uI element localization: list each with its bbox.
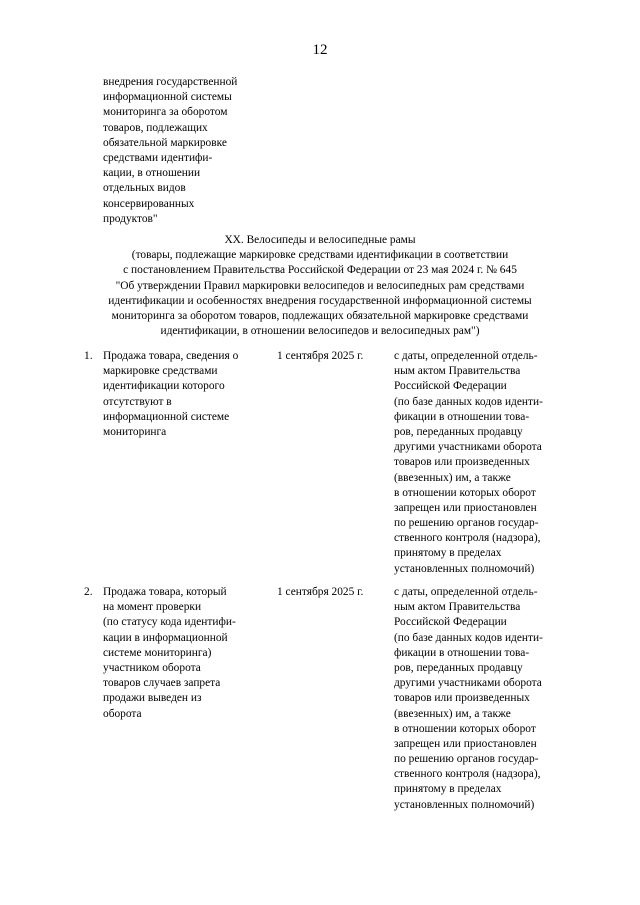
text-line: установленных полномочий) — [394, 798, 535, 811]
section-subtitle-line: (товары, подлежащие маркировке средствами идентификации в соответствии — [131, 249, 509, 262]
row-description — [103, 585, 236, 722]
text-line: внедрения государственной — [103, 76, 238, 88]
text-line: ров, переданных продавцу — [394, 425, 523, 438]
text-line: запрещен или приостановлен — [394, 737, 537, 750]
text-line: ров, переданных продавцу — [394, 661, 523, 674]
text-line: установленных полномочий) — [394, 562, 535, 575]
text-line: с даты, определенной отдель- — [394, 586, 538, 598]
text-line: в отношении которых оборот — [394, 722, 536, 735]
text-line: участником оборота — [103, 661, 201, 674]
row-number: 2. — [84, 586, 93, 598]
text-line: (ввезенных) им, а также — [394, 707, 511, 720]
text-line: маркировке средствами — [103, 365, 218, 378]
text-line: Российской Федерации — [394, 616, 507, 629]
text-line: (по базе данных кодов иденти- — [394, 631, 543, 644]
text-line: товаров или произведенных — [394, 456, 530, 469]
text-line: идентификации которого — [103, 380, 225, 393]
page-number: 12 — [312, 42, 328, 58]
text-line: оборота — [103, 707, 142, 720]
text-line: ным актом Правительства — [394, 601, 521, 614]
text-line: продуктов" — [103, 212, 158, 225]
continuation-text — [103, 75, 237, 227]
text-line: ственного контроля (надзора), — [394, 532, 541, 545]
text-line: Продажа товара, сведения о — [103, 350, 239, 362]
row-date: 1 сентября 2025 г. — [277, 586, 364, 598]
text-line: фикации в отношении това- — [394, 646, 530, 659]
text-line: информационной системе — [103, 410, 230, 423]
text-line: Российской Федерации — [394, 380, 507, 393]
text-line: системе мониторинга) — [103, 646, 212, 659]
section-subtitle-line: "Об утверждении Правил маркировки велосипедов и велосипедных рам средствами — [115, 279, 525, 292]
text-line: на момент проверки — [103, 601, 202, 614]
text-line: товаров или произведенных — [394, 692, 530, 705]
row-number: 1. — [84, 350, 93, 362]
text-line: отдельных видов — [103, 182, 186, 195]
text-line: ственного контроля (надзора), — [394, 768, 541, 781]
section-title: XX. Велосипеды и велосипедные рамы — [224, 234, 416, 246]
row-condition — [394, 349, 543, 577]
text-line: принятому в пределах — [394, 783, 502, 796]
text-line: информационной системы — [103, 91, 232, 104]
section-subtitle-line: с постановлением Правительства Российской Федерации от 23 мая 2024 г. № 645 — [123, 264, 517, 277]
text-line: средствами идентифи- — [103, 151, 213, 164]
text-line: (ввезенных) им, а также — [394, 471, 511, 484]
section-subtitle-line: мониторинга за оборотом товаров, подлежащих обязательной маркировке средствами — [111, 309, 529, 322]
row-description — [103, 349, 238, 440]
text-line: (по статусу кода идентифи- — [103, 616, 236, 629]
text-line: принятому в пределах — [394, 547, 502, 560]
text-line: отсутствуют в — [103, 395, 172, 408]
text-line: обязательной маркировке — [103, 136, 227, 149]
text-line: ным актом Правительства — [394, 365, 521, 378]
text-line: запрещен или приостановлен — [394, 501, 537, 514]
text-line: кации, в отношении — [103, 167, 201, 180]
text-line: по решению органов государ- — [394, 517, 539, 530]
text-line: другими участниками оборота — [394, 441, 542, 454]
text-line: кации в информационной — [103, 631, 228, 644]
text-line: (по базе данных кодов иденти- — [394, 395, 543, 408]
row-condition — [394, 585, 543, 813]
text-line: мониторинга за оборотом — [103, 106, 228, 119]
text-line: фикации в отношении това- — [394, 410, 530, 423]
text-line: другими участниками оборота — [394, 677, 542, 690]
section-subtitle-line: идентификации и особенностях внедрения государственной информационной системы — [108, 294, 532, 307]
text-line: в отношении которых оборот — [394, 486, 536, 499]
row-date: 1 сентября 2025 г. — [277, 350, 364, 362]
text-line: товаров, подлежащих — [103, 121, 208, 134]
text-line: по решению органов государ- — [394, 753, 539, 766]
text-line: мониторинга — [103, 425, 167, 438]
text-line: консервированных — [103, 197, 195, 210]
text-line: Продажа товара, который — [103, 586, 227, 598]
text-line: товаров случаев запрета — [103, 677, 221, 690]
text-line: продажи выведен из — [103, 692, 202, 705]
section-heading — [0, 233, 640, 339]
text-line: с даты, определенной отдель- — [394, 350, 538, 362]
section-subtitle-line: идентификации, в отношении велосипедов и велосипедных рам") — [160, 325, 480, 338]
